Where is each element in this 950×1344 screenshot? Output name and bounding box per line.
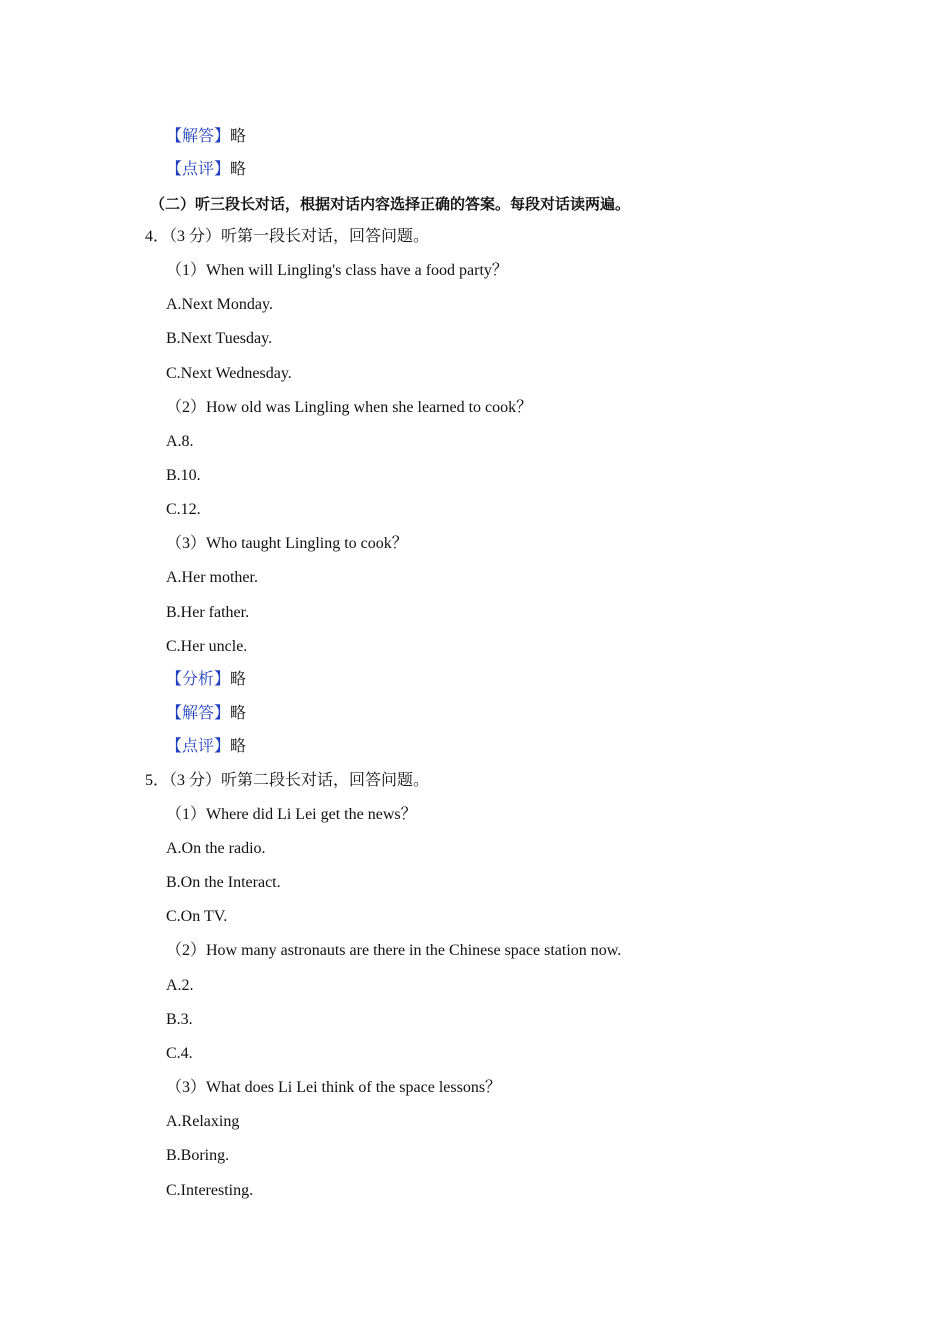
q4-comment-line: 【点评】略 (166, 738, 247, 755)
q4-answer-line: 【解答】略 (166, 705, 247, 722)
answer-tag: 【解答】 (166, 128, 231, 145)
q5-sub1-question: （1）Where did Li Lei get the news？ (166, 806, 417, 823)
q4-sub1-question: （1）When will Lingling's class have a food party？ (166, 262, 508, 279)
q5-sub3-option-b: B.Boring. (166, 1147, 230, 1164)
q5-sub2-option-c: C.4. (166, 1045, 193, 1062)
q4-sub3-option-c: C.Her uncle. (166, 638, 248, 655)
q5-sub3-question: （3）What does Li Lei think of the space lessons？ (166, 1079, 502, 1096)
q4-sub1-option-c: C.Next Wednesday. (166, 365, 292, 382)
q4-sub3-question: （3）Who taught Lingling to cook？ (166, 535, 408, 552)
question-5-header: 5．（3 分）听第二段长对话，回答问题。 (145, 772, 430, 789)
q5-sub2-option-b: B.3. (166, 1011, 193, 1028)
q4-analysis-line: 【分析】略 (166, 671, 247, 688)
answer-tag: 【解答】 (166, 705, 231, 722)
q4-sub2-question: （2）How old was Lingling when she learned to cook？ (166, 399, 533, 416)
q4-sub3-option-b: B.Her father. (166, 604, 250, 621)
comment-tag: 【点评】 (166, 161, 231, 178)
q5-sub3-option-a: A.Relaxing (166, 1113, 240, 1130)
q5-sub3-option-c: C.Interesting. (166, 1182, 254, 1199)
q5-sub1-option-b: B.On the Interact. (166, 874, 281, 891)
question-4-header: 4．（3 分）听第一段长对话，回答问题。 (145, 228, 430, 245)
q4-sub1-option-a: A.Next Monday. (166, 296, 273, 313)
answer-line-top: 【解答】略 (166, 128, 247, 145)
q5-sub1-option-c: C.On TV. (166, 908, 228, 925)
q4-sub2-option-a: A.8. (166, 433, 194, 450)
analysis-tag: 【分析】 (166, 671, 231, 688)
q4-sub2-option-b: B.10. (166, 467, 201, 484)
q5-sub1-option-a: A.On the radio. (166, 840, 266, 857)
comment-tag: 【点评】 (166, 738, 231, 755)
q4-sub1-option-b: B.Next Tuesday. (166, 330, 273, 347)
q5-sub2-question: （2）How many astronauts are there in the Chinese space station now. (166, 942, 622, 959)
q4-sub2-option-c: C.12. (166, 501, 201, 518)
comment-line-top: 【点评】略 (166, 161, 247, 178)
section-heading: （二）听三段长对话，根据对话内容选择正确的答案。每段对话读两遍。 (150, 195, 631, 213)
q4-sub3-option-a: A.Her mother. (166, 569, 258, 586)
q5-sub2-option-a: A.2. (166, 977, 194, 994)
